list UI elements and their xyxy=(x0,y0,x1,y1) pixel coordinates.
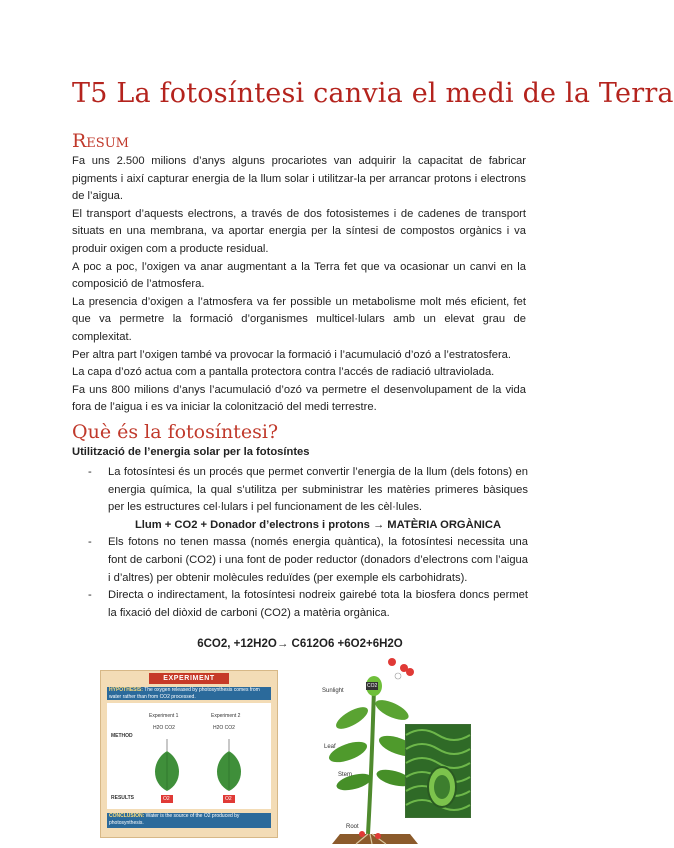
results-label: RESULTS xyxy=(111,795,134,801)
leaf-icon xyxy=(373,696,412,724)
experiment-figure xyxy=(100,670,278,838)
subheading: Utilització de l’energia solar per la fotosíntes xyxy=(72,446,310,458)
paragraph: La presencia d’oxigen a l’atmosfera va fer possible un metabolisme molt més eficient, fet que va permetre la formació d’organismes multicel·lulars amb un elevat grau de complexitat. xyxy=(72,295,526,343)
root-label: Root xyxy=(346,824,359,830)
h2o-molecule-icon xyxy=(359,831,365,837)
conclusion-bar xyxy=(107,813,271,828)
exp1-label: Experiment 1 xyxy=(149,713,179,719)
photosynthesis-equation: 6CO2, +12H2O→ C612O6 +6O2+6H2O xyxy=(197,638,403,650)
hypothesis-label: HYPOTHESIS: xyxy=(109,687,143,693)
leaf-icon xyxy=(333,703,371,733)
chloroplast-texture xyxy=(406,725,470,817)
leaf2-inputs: H2O CO2 xyxy=(213,725,235,731)
paragraph: El transport d’aquests electrons, a través de dos fotosistemes i de cadenes de transport situats en una membrana, va aportar energia per la síntesi de compostos orgànics i va produir oxigen com a producte residual. xyxy=(72,207,526,255)
resum-body xyxy=(72,153,526,417)
paragraph: Fa uns 2.500 milions d’anys alguns procariotes van adquirir la capacitat de fabricar pigments i així capturar energia de la llum solar i utilitzar-la per arrancar protons i electrons de l’aigua. xyxy=(72,155,526,203)
microscope-image xyxy=(405,724,471,818)
leaf-illustrations xyxy=(107,703,271,809)
out1-label: O2 xyxy=(163,796,170,802)
exp2-label: Experiment 2 xyxy=(211,713,241,719)
h2o-molecule-icon xyxy=(375,833,381,839)
stem-label: Stem xyxy=(338,772,353,778)
leaf-icon xyxy=(326,738,369,767)
stem-icon xyxy=(368,688,374,834)
bullet-list xyxy=(88,464,528,622)
oxygen-molecule-icon xyxy=(406,668,414,676)
oxygen-molecule-icon xyxy=(388,658,396,666)
paragraph: Per altra part l’oxigen també va provocar la formació i l’acumulació d’ozó a l’estratosfera. xyxy=(72,348,512,361)
list-item: - La fotosíntesi és un procés que permet convertir l’energia de la llum (dels fotons) en energia química, la qual s’utilitza per subministrar les matèries primeres bàsiques per les estructures cel·lulars i pel funcionament de les cèl·lules. xyxy=(88,464,528,517)
page-title: T5 La fotosíntesi canvia el medi de la Terra xyxy=(72,78,674,109)
paragraph: La capa d’ozó actua com a pantalla protectora contra l’accés de radiació ultraviolada. xyxy=(72,366,495,379)
list-item: - Directa o indirectament, la fotosíntesi nodreix gairebé tota la biosfera doncs permet la fixació del diòxid de carboni (CO2) a matèria orgànica. xyxy=(88,587,528,622)
leaf-label: Leaf xyxy=(324,744,336,750)
hypothesis-text: The oxygen released by photosynthesis comes from water rather than from CO2 processed. xyxy=(109,687,260,700)
out2-label: O2 xyxy=(225,796,232,802)
sunlight-label: Sunlight xyxy=(322,688,344,694)
paragraph: Fa uns 800 milions d’anys l’acumulació d’ozó va permetre el desenvolupament de la vida fora de l’aigua i es va iniciar la colonització del medi terrestre. xyxy=(72,383,526,414)
experiment-panel xyxy=(107,703,271,809)
paragraph: A poc a poc, l’oxigen va anar augmentant a la Terra fet que va ocasionar un canvi en la composició de l’atmosfera. xyxy=(72,260,526,291)
conclusion-label: CONCLUSION: xyxy=(109,813,145,819)
experiment-title: EXPERIMENT xyxy=(149,673,229,684)
co2-label: CO2 xyxy=(367,683,378,689)
conclusion-text: Water is the source of the O2 produced by photosynthesis. xyxy=(109,813,240,826)
section-heading-que-es: Què és la fotosíntesi? xyxy=(72,421,279,443)
hypothesis-bar xyxy=(107,687,271,700)
list-item: - Els fotons no tenen massa (només energia quàntica), la fotosíntesi necessita una font de carboni (CO2) i una font de poder reductor (donadors d’electrons com l’aigua i d’altres) per obtenir molècules reduïdes (per exemple els carbohidrats). xyxy=(88,534,528,587)
method-label: METHOD xyxy=(111,733,133,739)
formula: Llum + CO2 + Donador d’electrons i protons → MATÈRIA ORGÀNICA xyxy=(134,518,502,531)
leaf1-inputs: H2O CO2 xyxy=(153,725,175,731)
section-heading-resum: Resum xyxy=(72,130,129,152)
